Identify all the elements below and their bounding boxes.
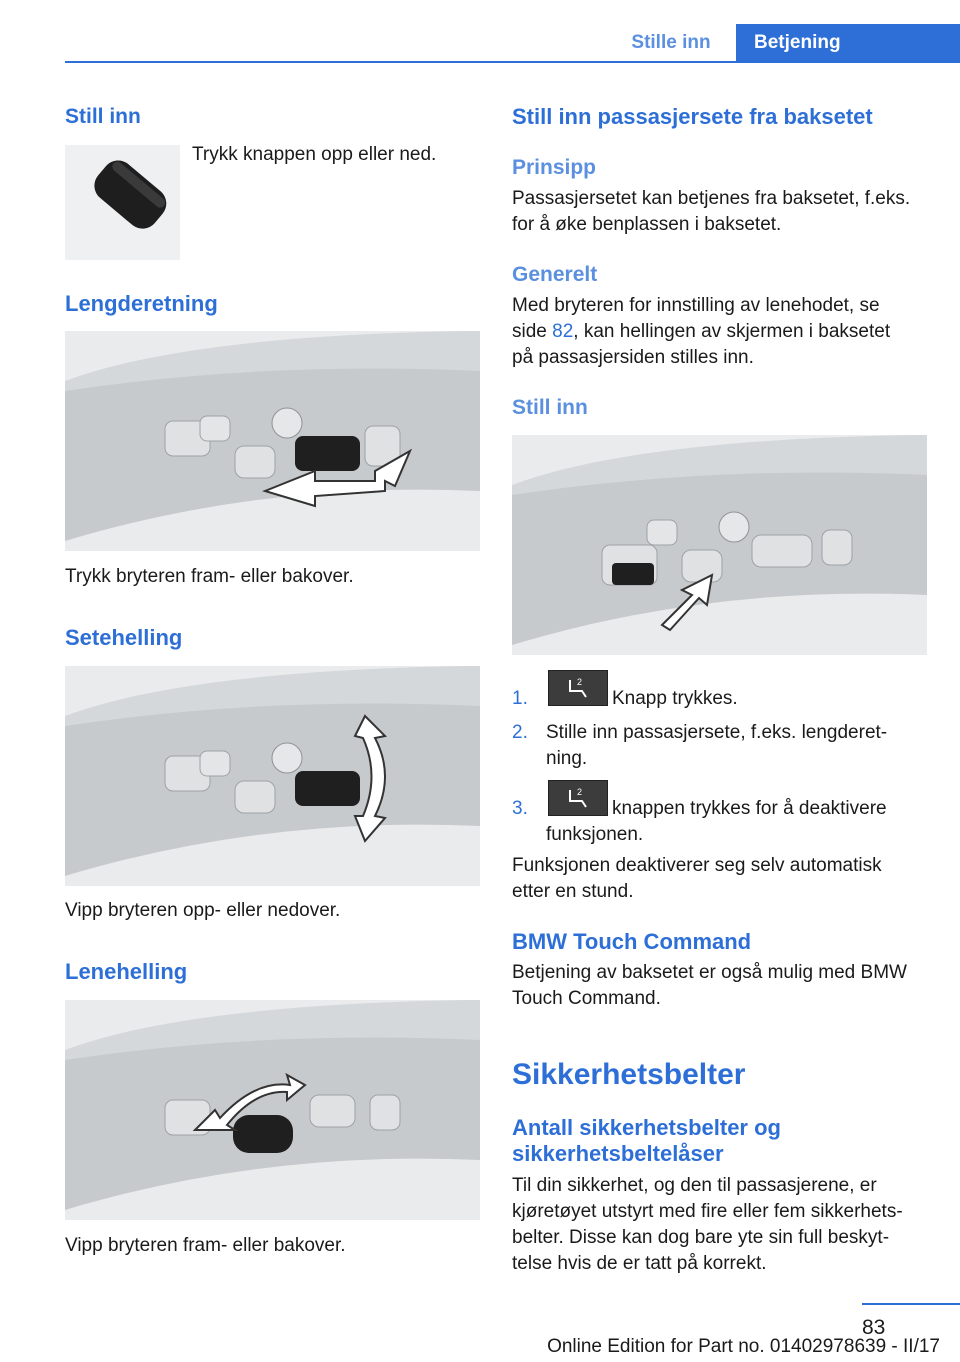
seat-control-photo-lene: [65, 1000, 480, 1220]
generelt-heading: Generelt: [512, 263, 598, 286]
antall-line-4: telse hvis de er tatt på korrekt.: [512, 1253, 767, 1274]
svg-text:2: 2: [577, 677, 583, 687]
generelt-line-1: Med bryteren for innstilling av lenehodet, se: [512, 295, 880, 316]
step-2-text-cont: ning.: [546, 748, 588, 769]
seat-control-photo-sete: [65, 666, 480, 886]
lenehelling-heading: Lenehelling: [65, 959, 188, 984]
prinsipp-heading: Prinsipp: [512, 156, 597, 179]
prinsipp-line-1: Passasjersetet kan betjenes fra baksetet, f.eks.: [512, 188, 911, 209]
step-2-text: Stille inn passasjersete, f.eks. lengderet-: [546, 722, 888, 743]
still-inn-heading-right: Still inn: [512, 396, 588, 419]
setehelling-text: Vipp bryteren opp- eller nedover.: [65, 900, 341, 921]
antall-line-2: kjøretøyet utstyrt med fire eller fem sikkerhets-: [512, 1201, 903, 1222]
header-chapter-tab: Betjening: [736, 24, 960, 61]
step-1-number: 1.: [512, 688, 528, 709]
still-inn-text-left: Trykk knappen opp eller ned.: [192, 144, 437, 165]
footer-rule: [862, 1303, 960, 1305]
prinsipp-line-2: for å øke benplassen i baksetet.: [512, 214, 782, 235]
lengderetning-text: Trykk bryteren fram- eller bakover.: [65, 566, 354, 587]
antall-line-1: Til din sikkerhet, og den til passasjerene, er: [512, 1175, 877, 1196]
header-section-tab: Stille inn: [631, 32, 711, 53]
generelt-post: , kan hellingen av skjermen i baksetet: [573, 321, 891, 342]
still-inn-heading-left: Still inn: [65, 105, 141, 128]
step-3-number: 3.: [512, 798, 528, 819]
bmw-line-2: Touch Command.: [512, 988, 661, 1009]
seat-control-photo-lengde: [65, 331, 480, 551]
lenehelling-text: Vipp bryteren fram- eller bakover.: [65, 1235, 346, 1256]
svg-text:2: 2: [577, 787, 583, 797]
generelt-pre: side: [512, 321, 553, 342]
generelt-line-3: på passasjersiden stilles inn.: [512, 347, 754, 368]
right-title: Still inn passasjersete fra baksetet: [512, 104, 873, 129]
step-3-text: knappen trykkes for å deaktivere: [612, 798, 887, 819]
auto-line-1: Funksjonen deaktiverer seg selv automatisk: [512, 855, 882, 876]
bmw-touch-heading: BMW Touch Command: [512, 929, 752, 954]
bmw-line-1: Betjening av baksetet er også mulig med BMW: [512, 962, 907, 983]
passenger-seat-icon: [548, 670, 608, 706]
setehelling-heading: Setehelling: [65, 625, 183, 650]
generelt-line-2: [512, 319, 890, 345]
page-number: 83: [862, 1316, 886, 1339]
antall-heading-2: sikkerhetsbeltelåser: [512, 1141, 724, 1166]
edition-text: Online Edition for Part no. 01402978639 - II/17: [547, 1336, 940, 1357]
auto-line-2: etter en stund.: [512, 881, 634, 902]
seat-control-photo-passenger: [512, 435, 927, 655]
page-82-link[interactable]: 82: [552, 321, 574, 342]
sikkerhetsbelter-heading: Sikkerhetsbelter: [512, 1058, 746, 1091]
lengderetning-heading: Lengderetning: [65, 291, 218, 316]
step-2-number: 2.: [512, 722, 528, 743]
antall-line-3: belter. Disse kan dog bare yte sin full beskyt-: [512, 1227, 890, 1248]
antall-heading-1: Antall sikkerhetsbelter og: [512, 1115, 781, 1140]
step-1-text: Knapp trykkes.: [612, 688, 738, 709]
button-photo: [65, 145, 180, 260]
passenger-seat-icon: [548, 780, 608, 816]
step-3-text-cont: funksjonen.: [546, 824, 644, 845]
header-rule: [65, 61, 960, 63]
